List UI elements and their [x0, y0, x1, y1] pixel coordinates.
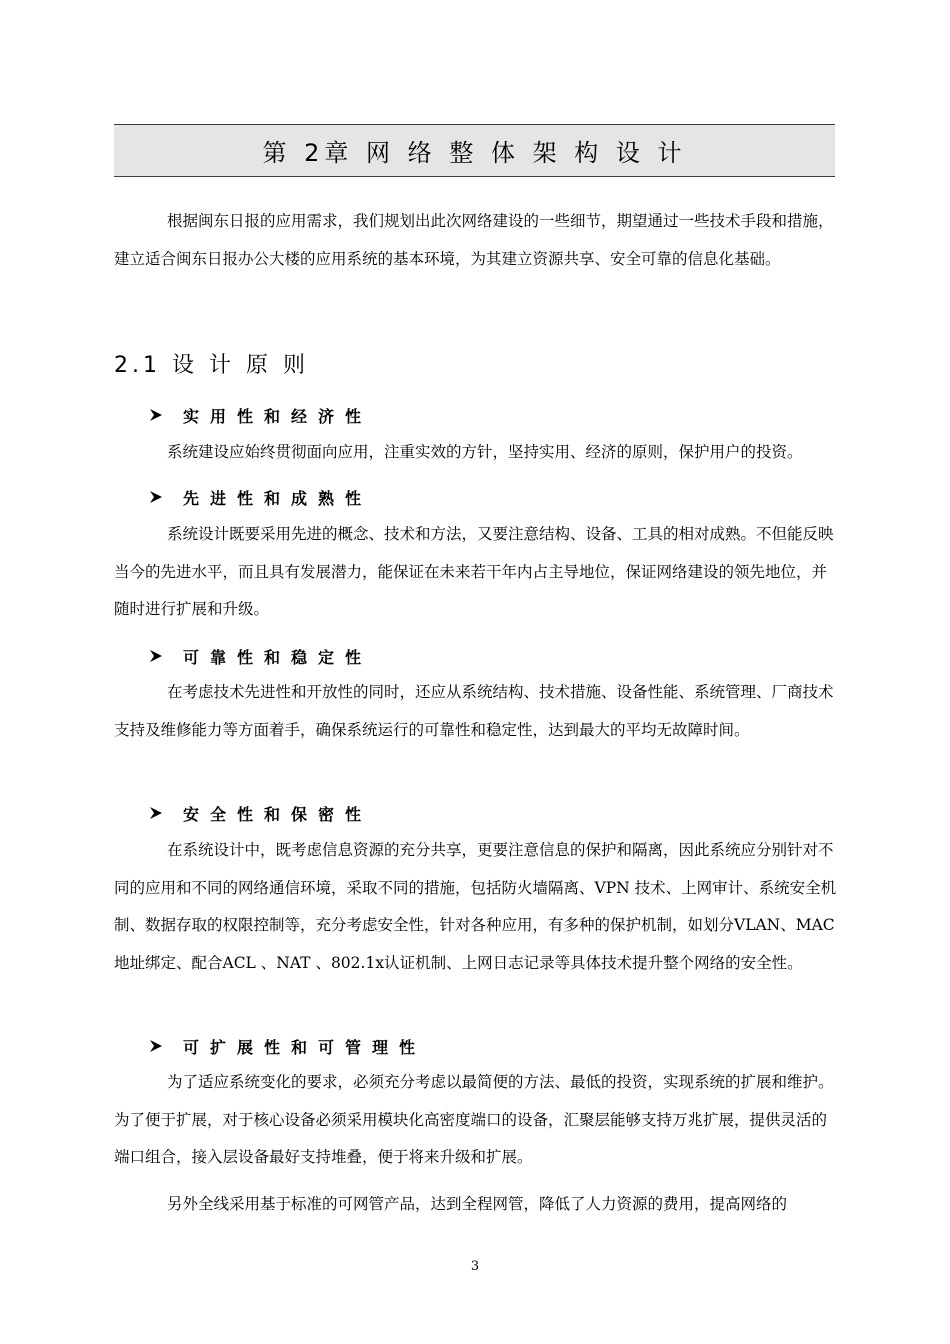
principle-heading-label: 先进性和成熟性: [183, 488, 373, 508]
principle-paragraph: 系统设计既要采用先进的概念、技术和方法，又要注意结构、设备、工具的相对成熟。不但能反映当今的先进水平，而且具有发展潜力，能保证在未来若干年内占主导地位，保证网络建设的领先地位，并随时进行扩展和升级。: [114, 525, 834, 618]
principle-heading-practicality: [149, 400, 372, 430]
principle-paragraph: 在系统设计中，既考虑信息资源的充分共享，更要注意信息的保护和隔离，因此系统应分别针对不同的应用和不同的网络通信环境，采取不同的措施，包括防火墙隔离、VPN 技术、上网审计、系统安全机制、数据存取的权限控制等，充分考虑安全性，针对各种应用，有多种的保护机制，如划分VLAN、MAC 地址绑定、配合ACL 、NAT 、802.1x认证机制、上网日志记录等具体技术提升整个网络的安全性。: [114, 841, 837, 972]
section-title: 2.1 设 计 原 则: [114, 353, 309, 378]
chapter-banner: [114, 124, 835, 177]
principle-heading-label: 可靠性和稳定性: [183, 647, 373, 667]
arrowhead-bullet-icon: [149, 1039, 163, 1053]
arrowhead-bullet-icon: [149, 490, 163, 504]
principle-heading-reliability: [149, 641, 372, 671]
chapter-title: 第 2章 网 络 整 体 架 构 设 计: [262, 139, 687, 167]
arrowhead-bullet-icon: [149, 806, 163, 820]
arrowhead-bullet-icon: [149, 408, 163, 422]
principle-heading-label: 实用性和经济性: [183, 406, 373, 426]
principle-paragraph: 系统建设应始终贯彻面向应用，注重实效的方针，坚持实用、经济的原则，保护用户的投资。: [167, 443, 803, 461]
principle-paragraph: 在考虑技术先进性和开放性的同时，还应从系统结构、技术措施、设备性能、系统管理、厂商技术支持及维修能力等方面着手，确保系统运行的可靠性和稳定性，达到最大的平均无故障时间。: [114, 683, 834, 739]
principle-heading-advancement: [149, 482, 372, 512]
principle-heading-label: 安全性和保密性: [183, 804, 373, 824]
principle-heading-security: [149, 798, 372, 828]
intro-paragraph: 根据闽东日报的应用需求，我们规划出此次网络建设的一些细节，期望通过一些技术手段和措施，建立适合闽东日报办公大楼的应用系统的基本环境，为其建立资源共享、安全可靠的信息化基础。: [114, 212, 834, 268]
principle-heading-scalability: [149, 1031, 426, 1061]
arrowhead-bullet-icon: [149, 649, 163, 663]
principle-paragraph: 另外全线采用基于标准的可网管产品，达到全程网管，降低了人力资源的费用，提高网络的: [167, 1195, 788, 1213]
page-number: 3: [470, 1259, 480, 1274]
principle-heading-label: 可扩展性和可管理性: [183, 1037, 427, 1057]
principle-paragraph: 为了适应系统变化的要求，必须充分考虑以最简便的方法、最低的投资，实现系统的扩展和维护。为了便于扩展，对于核心设备必须采用模块化高密度端口的设备，汇聚层能够支持万兆扩展，提供灵活的端口组合，接入层设备最好支持堆叠，便于将来升级和扩展。: [114, 1073, 834, 1166]
